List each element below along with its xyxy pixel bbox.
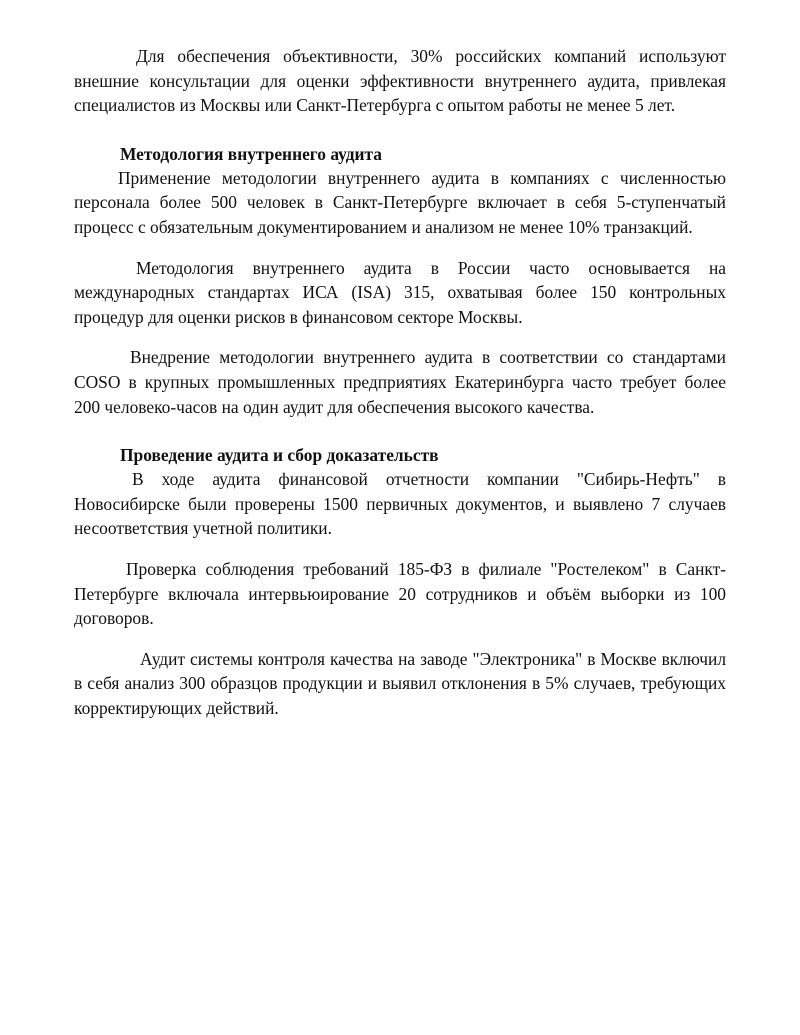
heading-audit-methodology: Методология внутреннего аудита [120,143,382,164]
paragraph-sibir-neft-audit: В ходе аудита финансовой отчетности компании "Сибирь-Нефть" в Новосибирске были проверены 1500 первичных документов, и выявлено 7 случаев несоответствия учетной политики. [74,469,726,539]
spacer [74,118,726,142]
spacer [74,631,726,647]
paragraph-rostelecom-audit: Проверка соблюдения требований 185-ФЗ в филиале "Ростелеком" в Санкт-Петербурге включала интервьюирование 20 сотрудников и объём выборки из 100 договоров. [74,558,726,629]
heading-audit-evidence: Проведение аудита и сбор доказательств [120,445,439,466]
spacer [74,240,726,256]
spacer [74,541,726,557]
paragraph-methodology-isa: Методология внутреннего аудита в России часто основывается на международных стандартах ИСА (ISA) 315, охватывая более 150 контрольных процедур для оценки рисков в финансовом секторе Москвы. [74,257,726,327]
paragraph-elektronika-audit: Аудит системы контроля качества на заводе "Электроника" в Москве включил в себя анализ 300 образцов продукции и выявил отклонения в 5% случаев, требующих корректирующих действий. [74,648,726,718]
document-page [74,44,726,720]
paragraph-external-consulting: Для обеспечения объективности, 30% российских компаний используют внешние консультации для оценки эффективности внутреннего аудита, привлекая специалистов из Москвы или Санкт-Петербурга с опытом работы не менее 5 лет. [74,46,726,116]
spacer [74,419,726,443]
paragraph-methodology-spb: Применение методологии внутреннего аудита в компаниях с численностью персонала более 500 человек в Санкт-Петербурге включает в себя 5-ступенчатый процесс с обязательным документированием и анализом не менее 10% транзакций. [74,167,726,237]
spacer [74,329,726,345]
paragraph-methodology-coso: Внедрение методологии внутреннего аудита в соответствии со стандартами COSO в крупных промышленных предприятиях Екатеринбурга часто требует более 200 человеко-часов на один аудит для обеспечения высокого качества. [74,347,726,417]
